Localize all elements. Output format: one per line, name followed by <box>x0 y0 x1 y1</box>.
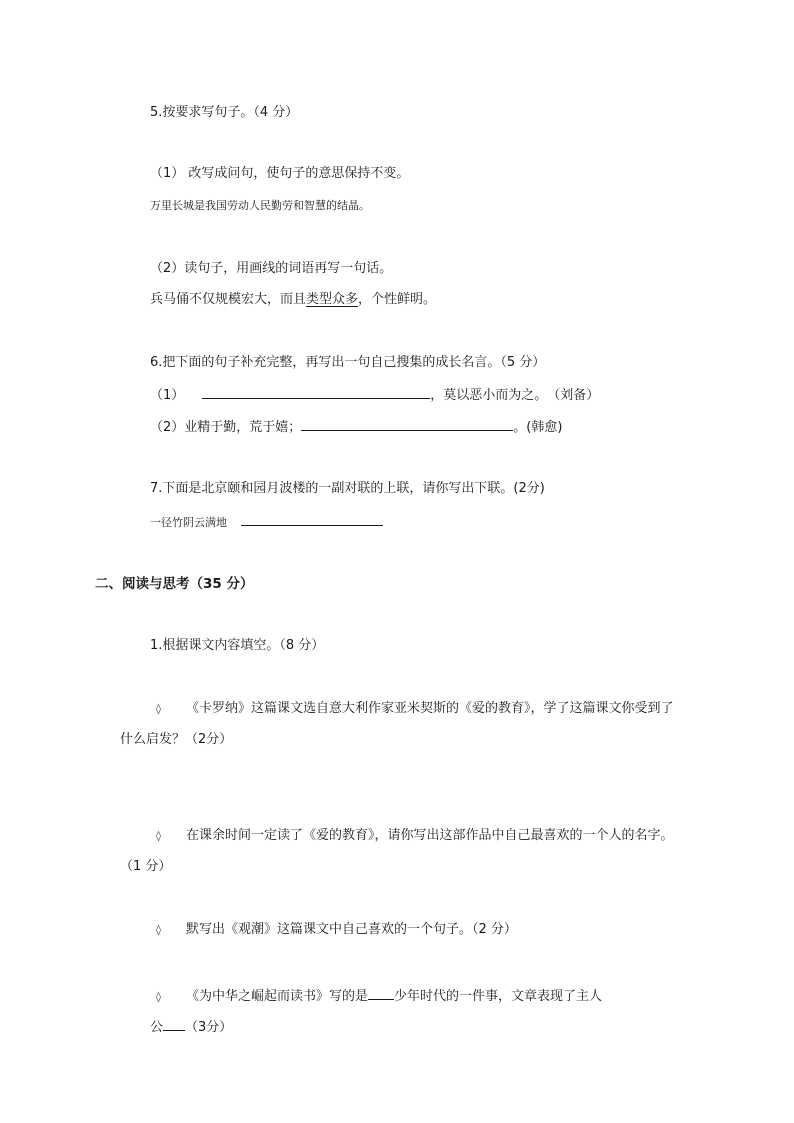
s2-q1-title: 1.根据课文内容填空。（8 分） <box>150 638 325 653</box>
s2-item2-line2: （1 分） <box>120 859 172 874</box>
q7-couplet <box>150 511 383 533</box>
s2-item4-blank2[interactable] <box>163 1016 185 1031</box>
s2-item2-line1 <box>156 826 674 847</box>
diamond-bullet-icon: ◊ <box>156 831 161 842</box>
s2-item4-text-before: 《为中华之崛起而读书》写的是 <box>186 989 369 1004</box>
s2-item1-line1 <box>156 699 674 720</box>
q5-part2-sentence <box>150 290 436 310</box>
q5-part2-prompt: （2）读句子，用画线的词语再写一句话。 <box>150 261 393 276</box>
s2-item4-line2 <box>150 1016 232 1038</box>
q7-title: 7.下面是北京颐和园月波楼的一副对联的上联，请你写出下联。(2分) <box>150 481 545 496</box>
q6-item1-text-after: ，莫以恶小而为之。 （刘备） <box>430 388 600 403</box>
q6-item2 <box>150 416 562 438</box>
s2-item1-text: 《卡罗纳》这篇课文选自意大利作家亚米契斯的《爱的教育》，学了这篇课文你受到了 <box>186 701 674 716</box>
q6-item1-label: （1） <box>150 388 185 403</box>
q7-couplet-text: 一径竹阴云满地 <box>150 516 227 529</box>
q6-item1 <box>150 384 599 406</box>
s2-item3-text: 默写出《观潮》这篇课文中自己喜欢的一个句子。（2 分） <box>186 922 517 937</box>
q5-title: 5.按要求写句子。（4 分） <box>150 105 299 120</box>
q6-item2-text-after: 。(韩愈) <box>513 420 563 435</box>
s2-item4-line2-text: 公 <box>150 1020 164 1035</box>
q6-item2-blank[interactable] <box>301 416 513 431</box>
q5-part2-text-before: 兵马俑不仅规模宏大，而且 <box>150 292 307 307</box>
section2-heading: 二、阅读与思考（35 分） <box>95 576 254 592</box>
q6-item2-text-before: （2）业精于勤，荒于嬉； <box>150 420 302 435</box>
diamond-bullet-icon: ◊ <box>156 704 161 715</box>
q5-part1-prompt: （1） 改写成问句，使句子的意思保持不变。 <box>150 166 410 181</box>
q5-part2-underlined-words: 类型众多 <box>306 292 359 307</box>
s2-item4-text-after: 少年时代的一件事，文章表现了主人 <box>394 989 603 1004</box>
s2-item2-text: 在课余时间一定读了《爱的教育》，请你写出这部作品中自己最喜欢的一个人的名字。 <box>186 828 674 843</box>
s2-item4-blank1[interactable] <box>368 985 394 1000</box>
q6-title: 6.把下面的句子补充完整，再写出一句自己搜集的成长名言。（5 分） <box>150 355 546 370</box>
q7-answer-blank[interactable] <box>241 511 383 526</box>
s2-item4-line2-score: （3分） <box>185 1020 233 1035</box>
q5-part2-text-after: ，个性鲜明。 <box>358 292 437 307</box>
s2-item1-line2: 什么启发？（2分） <box>120 732 233 747</box>
s2-item4-line1 <box>156 985 602 1008</box>
s2-item3-line1 <box>156 920 517 941</box>
diamond-bullet-icon: ◊ <box>156 992 161 1003</box>
q6-item1-blank[interactable] <box>202 384 430 399</box>
diamond-bullet-icon: ◊ <box>156 925 161 936</box>
q5-part1-sentence: 万里长城是我国劳动人民勤劳和智慧的结晶。 <box>150 199 370 212</box>
